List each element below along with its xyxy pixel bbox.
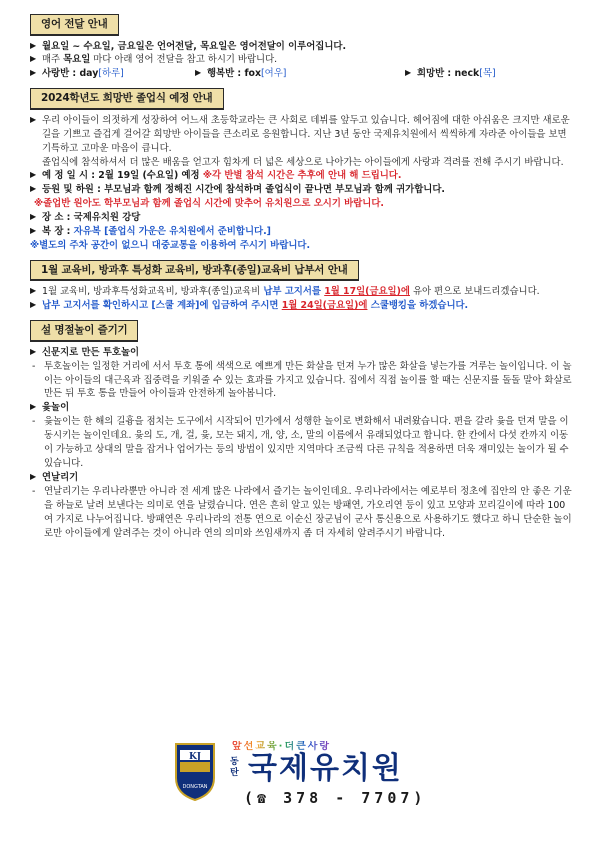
class-word-huimang: ▶ 희망반 : neck [목] — [405, 68, 496, 80]
section-title: 설 명절놀이 즐기기 — [30, 320, 138, 342]
section-fees — [30, 260, 574, 313]
graduation-pickup: ▶ 등원 및 하원 : 부모님과 함께 정해진 시간에 참석하며 졸업식이 끝나면 부모님과 함께 귀가합니다. — [30, 184, 445, 196]
triangle-bullet-icon: ▶ — [405, 68, 412, 78]
section-title: 2024학년도 희망반 졸업식 예정 안내 — [30, 88, 224, 110]
fees-payment-line: ▶ 납부 고지서를 확인하시고 [스쿨 계좌]에 입금하여 주시면 1월 24일(금요일)에 스쿨뱅킹을 하겠습니다. — [30, 300, 469, 312]
triangle-bullet-icon: ▶ — [30, 226, 37, 236]
graduation-intro: ▶ 우리 아이들이 의젓하게 성장하여 어느새 초등학교라는 큰 사회로 데뷔를 앞두고 있습니다. 헤어짐에 대한 아쉬움은 크지만 새로운 길을 기쁘고 즐겁게 걸어갈 희망반 아이들을 큰소리로 응원합니다. 지난 3년 동안 국제유치원에서 씩씩하게 자라준 아이들을 보면 기특하고 고마운 마음이 큽니다. — [30, 114, 570, 154]
class-words-row — [30, 67, 574, 81]
triangle-bullet-icon: ▶ — [30, 170, 37, 180]
fees-notice-line: ▶ 1월 교육비, 방과후특성화교육비, 방과후(종일)교육비 납부 고지서를 1월 17일(금요일)에 유아 편으로 보내드리겠습니다. — [30, 286, 540, 298]
game-text-yut: - 윷놀이는 한 해의 길흉을 점치는 도구에서 시작되어 민가에서 성행한 놀이로 변화해서 내려왔습니다. 편을 갈라 윷을 던져 말을 이동시키는 놀이인데요. 윷의 도, 개, 걸, 윷, 모는 돼지, 개, 양, 소, 말의 이름에서 유래되었다고 합니다. 한 칸에서 다섯 칸까지 이동이 가능하고 상대의 말을 잡거나 업어가는 등의 방법이 있지만 지역마다 조금씩 다른 규칙을 적용하면 더욱 재미있는 놀이가 될 수 있습니다. — [32, 416, 569, 469]
graduation-dress: ▶ 복 장 : 자유복 [졸업식 가운은 유치원에서 준비합니다.] — [30, 226, 271, 238]
triangle-bullet-icon: ▶ — [30, 40, 37, 50]
section-english — [30, 14, 574, 81]
class-word-sarang: ▶ 사랑반 : day [하루] — [30, 68, 124, 80]
kindergarten-name: 국제유치원 — [248, 751, 403, 786]
game-heading-kite: ▶ 연날리기 — [30, 471, 79, 483]
triangle-bullet-icon: ▶ — [30, 402, 37, 412]
phone-number: (☎ 378 - 7707) — [244, 789, 427, 807]
section-graduation — [30, 88, 574, 253]
graduation-place: ▶ 장 소 : 국제유치원 강당 — [30, 212, 141, 224]
logo-caption: DONGTAN — [182, 784, 208, 790]
graduation-intro-2: 졸업식에 참석하셔서 더 많은 배움을 얻고자 힘차게 더 넓은 세상으로 나아가는 아이들에게 사랑과 격려를 전해 주시기 바랍니다. — [42, 156, 564, 168]
triangle-bullet-icon: ▶ — [30, 346, 37, 356]
section-holiday-games — [30, 320, 574, 540]
logo-letters: KJ — [188, 752, 202, 762]
game-heading-yut: ▶ 윷놀이 — [30, 402, 70, 414]
kindergarten-logo-icon — [172, 740, 218, 802]
section-title: 1월 교육비, 방과후 특성화 교육비, 방과후(종일)교육비 납부서 안내 — [30, 260, 359, 282]
english-weekly-line: ▶ 매주 목요일 마다 아래 영어 전달을 참고 하시기 바랍니다. — [30, 54, 278, 66]
kindergarten-footer — [0, 740, 600, 810]
triangle-bullet-icon: ▶ — [30, 54, 37, 64]
section-title: 영어 전달 안내 — [30, 14, 119, 36]
game-text-kite: - 연날리기는 우리나라뿐만 아니라 전 세계 많은 나라에서 즐기는 놀이인데요. 우리나라에서는 예로부터 정초에 집안의 안 좋은 기운을 하늘로 날려 보낸다는 의미로 연을 날렸습니다. 연은 흔히 알고 있는 방패연, 가오리연 등이 있고 모양과 꼬리길이에 따라 100여 가지로 나누어집니다. 방패연은 우리나라의 전통 연으로 이순신 장군님이 군사 통신용으로 사용하기도 했다고 하니 단순한 놀이로만 아이들에게 알려주는 것이 아니라 연의 의미와 쓰임새까지 좀 더 자세히 알려주시기 바랍니다. — [32, 485, 572, 539]
triangle-bullet-icon: ▶ — [30, 184, 37, 194]
triangle-bullet-icon: ▶ — [30, 114, 37, 124]
slogan-text: 앞선교육·더큰사랑 — [232, 741, 332, 752]
english-schedule-line: ▶ 월요일 ~ 수요일, 금요일은 언어전달, 목요일은 영어전달이 이루어집니다. — [30, 40, 347, 52]
triangle-bullet-icon: ▶ — [30, 286, 37, 296]
triangle-bullet-icon: ▶ — [30, 471, 37, 481]
triangle-bullet-icon: ▶ — [30, 212, 37, 222]
game-heading-tuho: ▶ 신문지로 만든 투호놀이 — [30, 346, 140, 358]
name-prefix: 동탄 — [230, 757, 239, 778]
game-text-tuho: - 투호놀이는 일정한 거리에 서서 투호 통에 색색으로 예쁘게 만든 화살을 던져 누가 많은 화살을 넣는가를 겨루는 놀이입니다. 이 놀이는 아이들의 대근육과 집중력을 키워줄 수 있는 효과를 가지고 있습니다. 집에서 직접 놀이를 할 때는 신문지를 돌돌 말아 화살로 만든 뒤 투호 통을 만들어 아이들과 안전하게 놀아봅니다. — [32, 360, 572, 400]
graduation-date: ▶ 예 정 일 시 : 2월 19일 (수요일) 예정 ※각 반별 참석 시간은 추후에 안내 해 드립니다. — [30, 170, 402, 182]
triangle-bullet-icon: ▶ — [30, 68, 37, 78]
triangle-bullet-icon: ▶ — [30, 300, 37, 310]
graduation-parking-note: ※별도의 주차 공간이 없으니 대중교통을 이용하여 주시기 바랍니다. — [30, 239, 311, 251]
class-word-haengbok: ▶ 행복반 : fox [여우] — [195, 68, 287, 80]
triangle-bullet-icon: ▶ — [195, 68, 202, 78]
graduation-pickup-note: ※졸업반 원아도 학부모님과 함께 졸업식 시간에 맞추어 유치원으로 오시기 바랍니다. — [34, 198, 384, 210]
